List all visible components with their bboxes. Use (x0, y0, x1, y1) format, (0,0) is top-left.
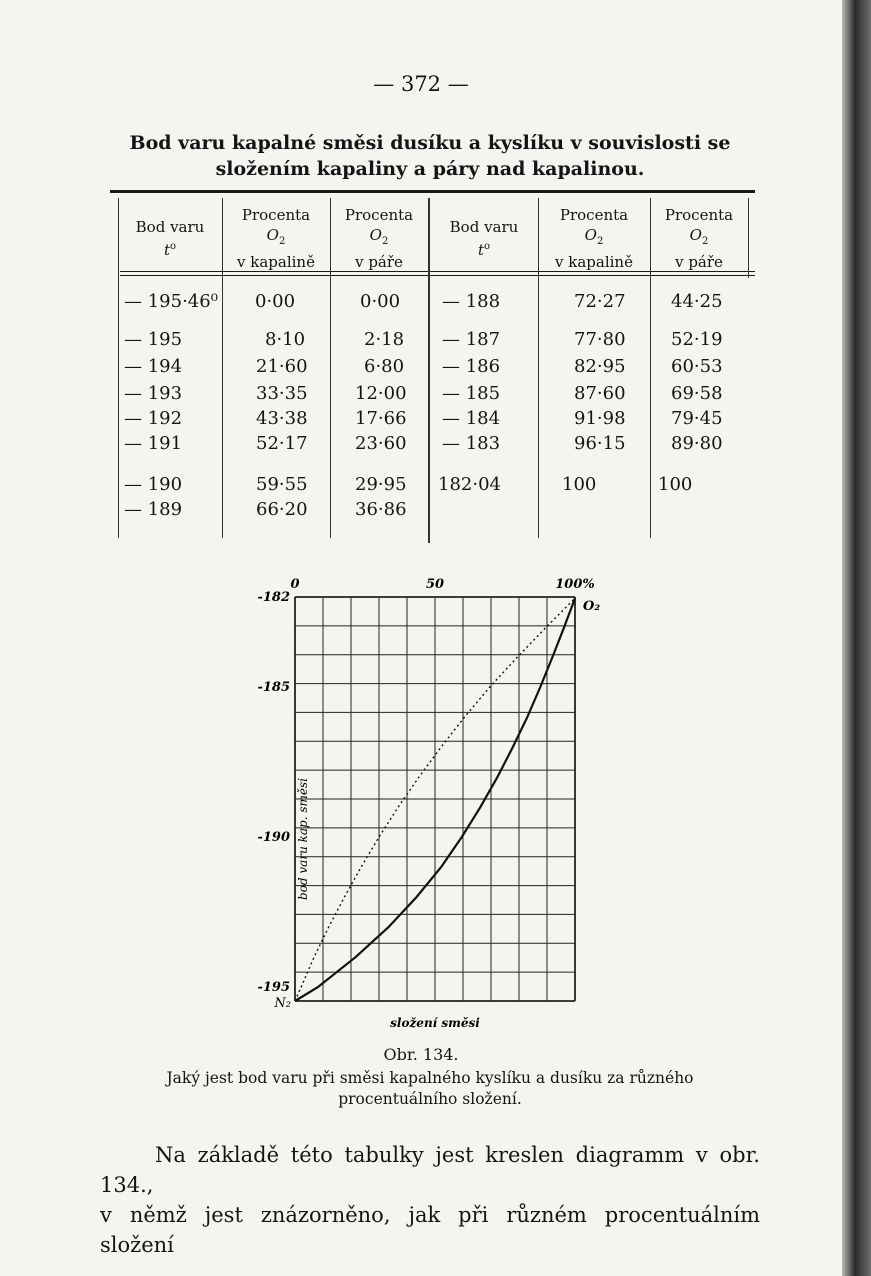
title-line-2: složením kapaliny a páry nad kapalinou. (215, 158, 645, 180)
table-top-rule (110, 190, 755, 193)
x-unit-label: O₂ (583, 599, 601, 614)
body-line-1: Na základě této tabulky jest kreslen diagramm v obr. 134., (100, 1143, 760, 1197)
x-tick-label: 100% (555, 577, 595, 592)
table-vline-double (428, 198, 430, 543)
body-paragraph (100, 1140, 760, 1260)
boiling-point-chart (240, 570, 640, 1040)
book-page: — 372 — Bod varu kapalné směsi dusíku a kyslíku v souvislosti se složením kapaliny a páry nad kapalinou. Bod varu $t^o$ Procenta $O_2$ v kapalině Procenta $O_2$ v páře Bod varu $t^o$ Procenta $O_2$ v kapalině Procenta $O_2$ v páře — 195·46⁰ 0·00 0·00 — 188 72·27 44·25 — 195 8·10 2·18 — 187 77·80 52·19 — 194 21·60 6·80 — 186 82·95 60·53 — 193 33·35 12·00 — 185 87·60 69·58 — 192 43·38 17·66 — 184 91·98 79·45 — 191 52·17 23·60 — 183 96·15 89·80 — 190 59·55 29·95 182·04 100 100 — 189 66·20 36·86 0 50 100% O₂ -182 -185 -190 -195 N₂ bod varu kap. směsi složení směsi Obr. 134. Jaký jest bod varu při směsi kapalného kyslíku a dusíku za různého procentuálního složení. Na základě této tabulky jest kreslen diagramm v obr. 134., v němž jest znázorněno, jak při různém procentuálním složení (0, 0, 842, 1276)
header-bod-varu-2: Bod varu $t^o$ (449, 218, 519, 259)
origin-label: N₂ (274, 996, 291, 1011)
book-gutter-edge (842, 0, 871, 1276)
y-tick-label: -185 (257, 680, 290, 696)
table-vline (650, 198, 651, 538)
y-tick-label: -190 (257, 830, 290, 846)
caption-line-2: procentuálního složení. (338, 1090, 522, 1108)
header-bod-varu-1: Bod varu $t^o$ (135, 218, 205, 259)
x-tick-label: 50 (425, 577, 445, 592)
header-procenta-kapaline-2: Procenta $O_2$ v kapalině (555, 206, 633, 271)
title-line-1: Bod varu kapalné směsi dusíku a kyslíku v souvislosti se (129, 132, 731, 154)
x-tick-label: 0 (290, 577, 300, 592)
header-procenta-pare-2: Procenta $O_2$ v páře (664, 206, 734, 271)
y-axis-label: bod varu kap. směsi (296, 778, 310, 900)
figure-label: Obr. 134. (383, 1045, 459, 1064)
header-procenta-kapaline-1: Procenta $O_2$ v kapalině (237, 206, 315, 271)
header-procenta-pare-1: Procenta $O_2$ v páře (344, 206, 414, 271)
caption-line-1: Jaký jest bod varu při směsi kapalného kyslíku a dusíku za různého (166, 1069, 694, 1087)
page-number: — 372 — (373, 72, 469, 96)
table-header-rule-2 (120, 275, 755, 276)
x-axis-label: složení směsi (390, 1016, 480, 1030)
table-vline (538, 198, 539, 538)
table-vline (330, 198, 331, 538)
body-line-2: v němž jest znázorněno, jak při různém procentuálním složení (100, 1203, 760, 1257)
y-tick-label: -195 (257, 980, 290, 996)
table-vline (748, 198, 749, 278)
table-title (110, 130, 750, 182)
y-tick-label: -182 (257, 590, 290, 605)
figure-caption (120, 1068, 740, 1110)
table-vline (222, 198, 223, 538)
table-vline (118, 198, 119, 538)
